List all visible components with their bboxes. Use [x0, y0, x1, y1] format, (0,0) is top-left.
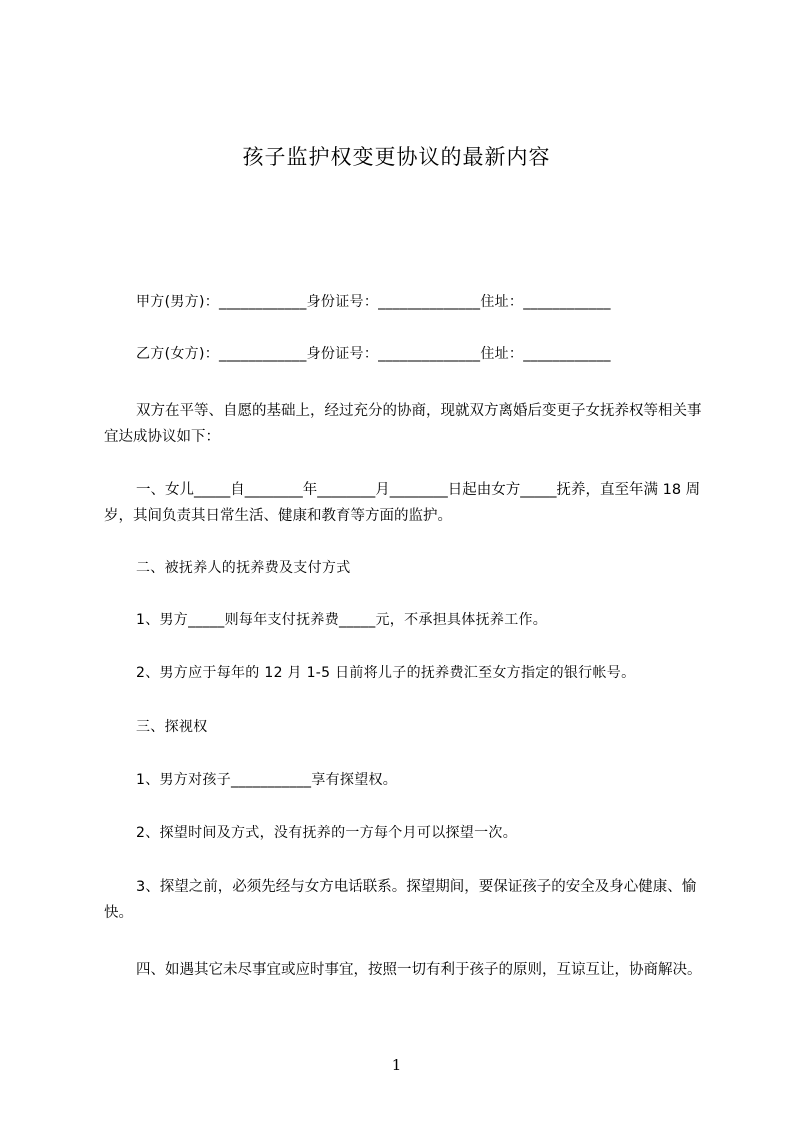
clause-1-paragraph: 一、女儿_____自________年________月________日起由女方_____抚养，直至年满 18 周岁，其间负责其日常生活、健康和教育等方面的监护。: [104, 482, 701, 524]
intro-paragraph: 双方在平等、自愿的基础上，经过充分的协商，现就双方离婚后变更子女抚养权等相关事宜达成协议如下：: [104, 403, 702, 445]
page-number: 1: [391, 1056, 402, 1074]
clause-4-paragraph: 四、如遇其它未尽事宜或应时事宜，按照一切有利于孩子的原则，互谅互让，协商解决。: [136, 962, 702, 978]
section-3-heading: 三、探视权: [136, 719, 208, 735]
section-3-item-2: 2、探望时间及方式，没有抚养的一方每个月可以探望一次。: [136, 825, 518, 841]
document-title: 孩子监护权变更协议的最新内容: [242, 145, 551, 169]
section-3-item-3: 3、探望之前，必须先经与女方电话联系。探望期间，要保证孩子的安全及身心健康、愉快。: [104, 879, 697, 921]
section-2-item-2: 2、男方应于每年的 12 月 1-5 日前将儿子的抚养费汇至女方指定的银行帐号。: [136, 665, 636, 681]
section-2-item-1: 1、男方_____则每年支付抚养费_____元，不承担具体抚养工作。: [136, 612, 548, 628]
party-b-line: 乙方(女方)：____________身份证号：______________住址：____________: [136, 346, 611, 362]
section-3-item-1: 1、男方对孩子___________享有探望权。: [136, 772, 398, 788]
party-a-line: 甲方(男方)：____________身份证号：______________住址：____________: [136, 294, 611, 310]
section-2-heading: 二、被抚养人的抚养费及支付方式: [136, 560, 351, 576]
